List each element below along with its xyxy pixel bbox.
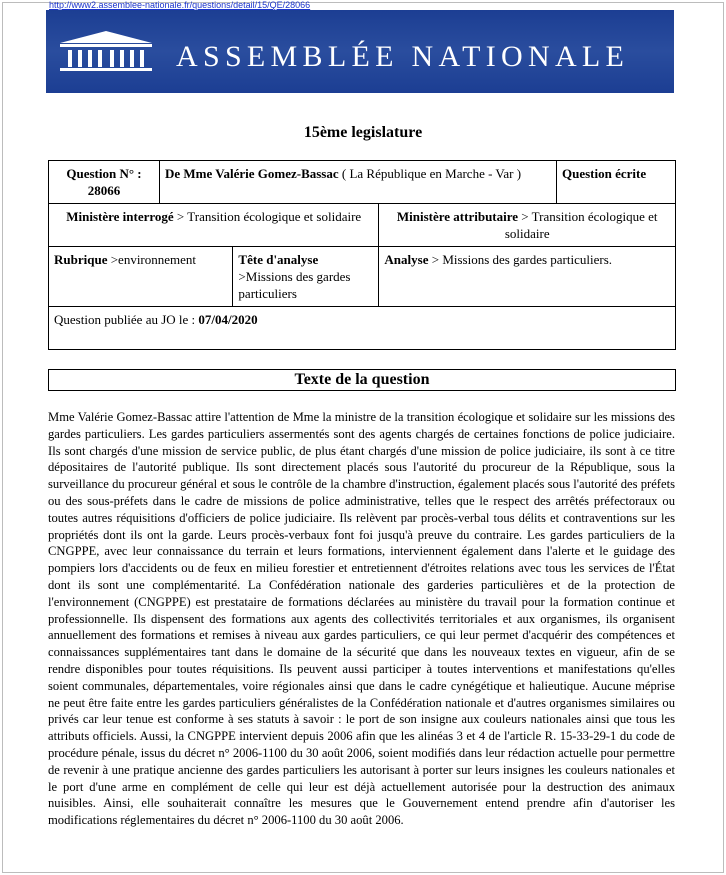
question-number-cell [49,161,160,204]
ministere-attributaire-value: > Transition écologique et solidaire [504,209,658,241]
legislature-heading: 15ème legislature [303,124,423,141]
author-cell [160,161,557,204]
ministere-interroge-label: Ministère interrogé [66,209,174,224]
ministere-attributaire-label: Ministère attributaire [396,209,519,224]
question-type: Question écrite [562,166,647,181]
rubrique-cell [49,247,233,307]
question-info-table [48,160,676,350]
publication-label: Question publiée au JO le : [54,312,199,327]
question-number-label: Question N° : [66,166,142,181]
publication-cell [49,307,676,350]
header-banner [46,10,674,93]
tete-analyse-label: Tête d'analyse [238,252,319,267]
analyse-value: > Missions des gardes particuliers. [428,252,613,267]
ministere-attributaire-cell [379,204,676,247]
tete-analyse-value: >Missions des gardes particuliers [238,269,351,301]
analyse-cell [379,247,676,307]
ministere-interroge-cell [49,204,379,247]
rubrique-label: Rubrique [54,252,108,267]
hemicycle-logo-icon [56,29,156,75]
publication-date: 07/04/2020 [198,312,258,327]
question-number: 28066 [87,183,121,198]
author-name: De Mme Valérie Gomez-Bassac [165,166,339,181]
source-url-link[interactable]: http://www2.assemblee-nationale.fr/questions/detail/15/QE/28066 [49,0,311,10]
question-type-cell [557,161,676,204]
banner-title: ASSEMBLÉE NATIONALE [176,40,630,73]
question-text-heading: Texte de la question [48,369,676,391]
author-group: ( La République en Marche - Var ) [341,166,522,181]
ministere-interroge-value: > Transition écologique et solidaire [173,209,362,224]
tete-analyse-cell [233,247,379,307]
rubrique-value: >environnement [107,252,197,267]
question-text: Mme Valérie Gomez-Bassac attire l'attention de Mme la ministre de la transition écologique et solidaire sur les missions des gardes particuliers. Les gardes particuliers assermentés sont des agents chargés de certaines fonctions de police judiciaire. Ils sont chargés d'une mission de service public, de plus étant chargés d'une mission de police judiciaire, ils sont à ce titre dépositaires de l'autorité publique. Ils sont directement placés sous l'autorité du procureur de la République, sous la surveillance du procureur général et sous le contrôle de la chambre d'instruction, également placés sous l'autorité des préfets ou des sous-préfets dans le cadre de missions de police administrative, telles que le respect des arrêtés préfectoraux ou toutes autres réquisitions d'officiers de police judiciaire. Ils relèvent par procès-verbal tous délits et contraventions sur les propriétés dont ils ont la garde. Leurs procès-verbaux font foi jusqu'à preuve du contraire. Les gardes particuliers de la CNGPPE, avec leur connaissance du terrain et leurs formations, interviennent également dans l'alerte et le guidage des pompiers lors d'accidents ou de feux en milieu forestier et entretiennent d'étroites relations avec tous les services de l'État dont ils sont une complémentarité. La Confédération nationale des garderies particulières et de la protection de l'environnement (CNGPPE) est prestataire de formations déclarées au ministère du travail pour la formation continue et professionnelle. Ils dispensent des formations aux agents des collectivités territoriales et aux organismes, ils organisent annuellement des formations et remises à niveau aux gardes particuliers, ce qui leur permet d'acquérir des compétences et connaissances supplémentaires tant dans le domaine de la sécurité que dans les nouveaux textes en vigueur, afin de se rendre disponibles pour toutes réquisitions. Ils peuvent aussi participer à toutes interventions et manifestations qu'elles soient communales, départementales, voire régionales ainsi que dans le cadre cynégétique et halieutique. Aucune méprise ne peut être faite entre les gardes particuliers généralistes de la Confédération nationale et d'autres organismes similaires ou privés car leur tenue est conforme à ses statuts à savoir : le port de son insigne aux couleurs nationales ainsi que tous les attributs officiels. Aussi, la CNGPPE intervient depuis 2006 afin que les alinéas 3 et 4 de l'article R. 15-33-29-1 du code de procédure pénale, issus du décret n° 2006-1100 du 30 août 2006, soient modifiés dans leur rédaction actuelle pour permettre de revenir à une pratique ancienne des gardes particuliers les autorisant à porter sur leurs insignes les couleurs nationales et le port d'une arme en complément de celle qui leur est déjà actuellement autorisée pour la destruction des animaux nuisibles. Ainsi, elle souhaiterait connaître les mesures que le Gouvernement entend prendre afin d'autoriser les modifications réglementaires du décret n° 2006-1100 du 30 août 2006. [48,410,675,828]
analyse-label: Analyse [384,252,429,267]
